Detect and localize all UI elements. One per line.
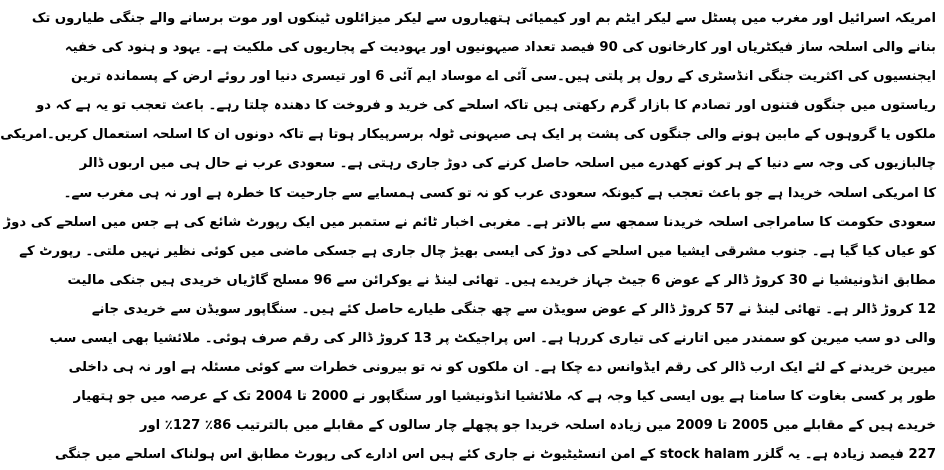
article-line: 227 فیصد زیادہ ہے۔ یہ گلزر stock halam کے امن انسٹیٹیوٹ نے جاری کئے ہیں اس ادارے کی رپورٹ مطابق اس ہولناک اسلحے میں جنگی [55,447,936,463]
article-line: کا امریکی اسلحہ خریدا ہے جو باعث تعجب ہے کیونکہ سعودی عرب کو نہ تو کسی ہمسایے سے جارحیت کا خطرہ ہے اور نہ ہی مغرب سے۔ [63,185,936,201]
article-line: خریدے ہیں کے مقابلے میں 2005 تا 2009 میں زیادہ اسلحہ خریدا جو پچھلے چار سالوں کے مقابلے میں بالترتیب 86٪ 127٪ اور [139,418,936,434]
article-line: سعودی حکومت کا سامراجی اسلحہ خریدنا سمجھ سے بالاتر ہے۔ مغربی اخبار ٹائم نے ستمبر میں ایک رپورٹ شائع کی ہے جس میں اسلحے کی دوڑ [3,214,936,230]
article-line: ملکوں یا گروہوں کے مابین ہونے والی جنگوں کی پشت پر ایک ہی صیہونی ٹولہ برسرپیکار ہوتا ہے تاکہ دونوں ان کا اسلحہ استعمال کریں۔امریکی [0,127,936,143]
article-line: ایجنسیوں کی اکثریت جنگی انڈسٹری کے رول پر پلتی ہیں۔سی آئی اے موساد ایم آئی 6 اور تیسری دنیا اور روئے ارض کے پسماندہ ترین [71,69,936,85]
article-line: بنانے والی اسلحہ ساز فیکٹریاں اور کارخانوں کی 90 فیصد تعداد صیہونیوں اور یہودیت کے پجاریوں کی ملکیت ہے۔ یہود و ہنود کی خفیہ [64,40,936,56]
article-line: مطابق انڈونیشیا نے 30 کروڑ ڈالر کے عوض 6 جیٹ جہاز خریدے ہیں۔ تھائی لینڈ نے یوکرائن سے 96 مسلح گاڑیاں خریدی ہیں جنکی مالیت [67,272,936,288]
article-line: طور پر کسی بغاوت کا سامنا ہے یوں ایسی کیا وجہ ہے کہ ملائشیا انڈونیشیا اور سنگاپور نے 2000 تا 2004 تک کے عرصہ میں جو ہتھیار [73,389,936,405]
article-line: میرین خریدنے کے لئے ایک ارب ڈالر کی رقم ایڈوانس دے چکا ہے۔ ان ملکوں کو نہ تو بیرونی خطرات سے کوئی مسئلہ ہے اور نہ ہی داخلی [68,360,936,376]
article-line: 12 کروڑ ڈالر ہے۔ تھائی لینڈ نے 57 کروڑ ڈالر کے عوض سویڈن سے چھ جنگی طیارے حاصل کئے ہیں۔ سنگاپور سویڈن سے خریدی جانے [91,301,936,317]
article-line: کو عیاں کیا گیا ہے۔ جنوب مشرقی ایشیا میں اسلحے کی دوڑ کی ایسی بھیڑ چال جاری ہے جسکی ماضی میں کوئی نظیر نہیں ملتی۔ رپورٹ کے [19,243,936,259]
article-line: والی دو سب میرین کو سمندر میں اتارنے کی تیاری کررہا ہے۔ اس پراجیکٹ پر 13 کروڑ ڈالر کی رقم صرف ہوئی۔ ملائشیا بھی ایسی سب [49,331,936,347]
article-line: ریاستوں میں جنگوں فتنوں اور تصادم کا بازار گرم رکھتی ہیں تاکہ اسلحے کی خرید و فروخت کا دھندہ چلتا رہے۔ باعث تعجب تو یہ ہے کہ دو [36,98,936,114]
article-line: چالبازیوں کی وجہ سے دنیا کے ہر کونے کھدرے میں اسلحہ حاصل کرنے کی دوڑ جاری رہتی ہے۔ سعودی عرب نے حال ہی میں اربوں ڈالر [79,156,936,172]
article-line: امریکہ اسرائیل اور مغرب میں پسٹل سے لیکر ایٹم بم اور کیمیائی ہتھیاروں سے لیکر میزائلوں ٹینکوں اور موت برسانے والے جنگی طیاروں تک [31,11,936,26]
